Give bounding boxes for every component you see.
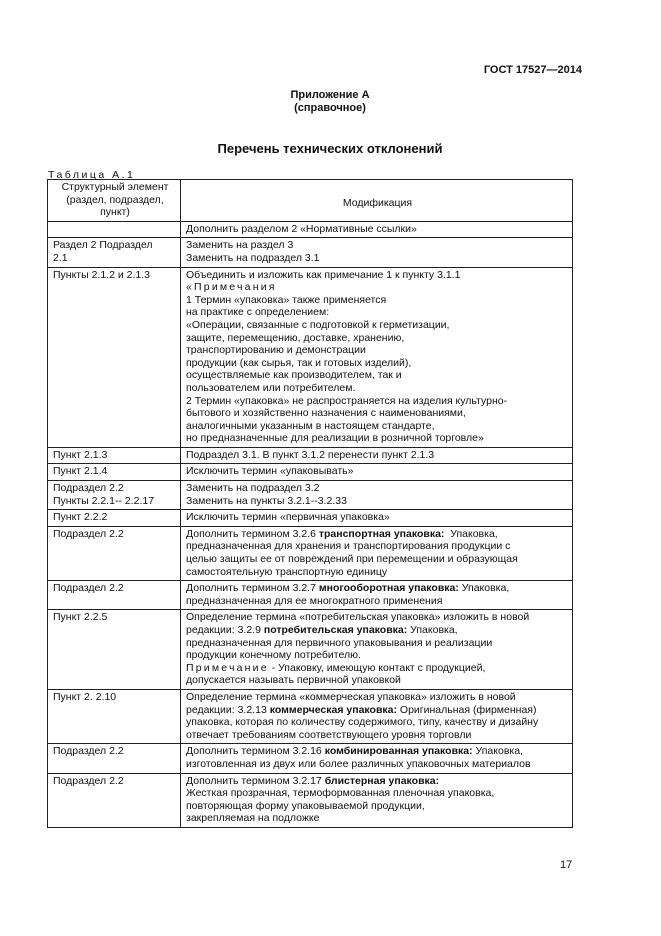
table-row	[48, 510, 573, 527]
cell-modification	[181, 221, 573, 238]
cell-modification	[181, 581, 573, 610]
table-row	[48, 581, 573, 610]
modification-line	[186, 800, 569, 813]
modification-text: Заменить на раздел 3	[186, 239, 294, 252]
modification-line	[186, 369, 569, 382]
modification-line	[186, 582, 569, 595]
modification-text: редакции: 3.2.9	[186, 624, 264, 636]
modification-line	[186, 624, 569, 637]
modification-line	[186, 449, 569, 462]
modification-text: Дополнить термином 3.2.17	[186, 774, 325, 787]
header-line: (раздел, подраздел,	[66, 193, 164, 206]
modification-line	[186, 566, 569, 579]
element-line: Подраздел 2.2	[53, 745, 124, 758]
table-row	[48, 221, 573, 238]
header-structural-element	[48, 180, 181, 222]
cell-modification	[181, 481, 573, 510]
modification-text: продукции конечному потребителю.	[186, 649, 361, 662]
modification-line	[186, 357, 569, 370]
modification-line	[186, 595, 569, 608]
modification-text: бытового и хозяйственно назначения с наименованиями,	[186, 407, 466, 420]
element-line: Пункт 2.1.4	[53, 465, 108, 478]
modification-line	[186, 223, 569, 236]
modification-text: Подраздел 3.1. В пункт 3.1.2 перенести пункт 2.1.3	[186, 448, 435, 461]
cell-modification	[181, 689, 573, 743]
modification-text: редакции: 3.2.13	[186, 703, 270, 716]
modification-text-after: Упаковка,	[444, 527, 498, 540]
element-line: Подраздел 2.2	[53, 774, 124, 787]
cell-structural-element	[48, 221, 181, 238]
modification-line	[186, 649, 569, 662]
modification-line	[186, 344, 569, 357]
modification-text: изготовленная из двух или более различных упаковочных материалов	[186, 757, 531, 770]
term-name: многооборотная упаковка:	[318, 582, 459, 595]
modification-line	[186, 611, 569, 624]
modification-text: упаковка, которая по количеству содержимого, типу, качеству и дизайну	[186, 716, 539, 729]
modification-text: Исключить термин «первичная упаковка»	[186, 511, 390, 524]
table-row	[48, 773, 573, 827]
modification-line	[186, 252, 569, 265]
cell-modification	[181, 464, 573, 481]
table-body	[48, 221, 573, 827]
element-line: Пункт 2.2.2	[53, 511, 108, 524]
modification-line	[186, 729, 569, 742]
modification-line	[186, 465, 569, 478]
modification-text: Заменить на подраздел 3.1	[186, 251, 320, 264]
element-line: Пункт 2.2.5	[53, 611, 108, 624]
table-row	[48, 481, 573, 510]
element-line: Пункты 2.2.1-- 2.2.17	[53, 494, 155, 507]
modification-line	[186, 239, 569, 252]
modification-text: Дополнить термином 3.2.7	[186, 582, 319, 595]
modification-text: защите, перемещению, доставке, хранению,	[186, 331, 405, 344]
modification-line	[186, 775, 569, 788]
cell-structural-element	[48, 481, 181, 510]
cell-modification	[181, 238, 573, 267]
modification-line	[186, 382, 569, 395]
modification-line	[186, 332, 569, 345]
modification-line	[186, 674, 569, 687]
modification-text: закрепляемая на подложке	[186, 812, 320, 825]
modification-text: допускается называть первичной упаковкой	[186, 674, 401, 687]
cell-structural-element	[48, 510, 181, 527]
table-row	[48, 689, 573, 743]
modification-line	[186, 787, 569, 800]
modification-line	[186, 495, 569, 508]
modification-text: самостоятельную транспортную единицу	[186, 565, 388, 578]
table-row	[48, 464, 573, 481]
cell-structural-element	[48, 689, 181, 743]
modification-text: Жесткая прозрачная, термоформованная пленочная упаковка,	[186, 787, 495, 800]
modification-text: Дополнить термином 3.2.6	[186, 527, 319, 540]
modification-text-after: Упаковка,	[458, 582, 510, 595]
modification-text: предназначенная для ее многократного применения	[186, 594, 443, 607]
modification-text: пользователем или потребителем.	[186, 381, 356, 394]
modification-text: отвечает требованиям соответствующего уровня торговли	[186, 728, 472, 741]
modification-line	[186, 528, 569, 541]
term-name: потребительская упаковка:	[263, 624, 408, 636]
modification-text: Определение термина «потребительская упаковка» изложить в новой	[186, 611, 530, 624]
modification-text: предназначенная для первичного упаковывания и реализации	[186, 636, 493, 649]
document-code: ГОСТ 17527—2014	[483, 64, 582, 76]
modification-text: «Примечания	[186, 281, 277, 294]
modification-line	[186, 269, 569, 282]
header-line: пункт)	[100, 206, 130, 219]
modification-text: Объединить и изложить как примечание 1 к пункту 3.1.1	[186, 268, 461, 281]
term-name: комбинированная упаковка:	[324, 745, 473, 758]
table-header-row	[48, 180, 573, 222]
appendix-title: Приложение А	[290, 89, 370, 101]
cell-structural-element	[48, 773, 181, 827]
modification-line	[186, 306, 569, 319]
header-line: Структурный элемент	[61, 181, 169, 193]
modification-text: осуществляемые как производителем, так и	[186, 369, 402, 382]
cell-structural-element	[48, 267, 181, 447]
cell-modification	[181, 610, 573, 690]
modification-text: 2 Термин «упаковка» не распространяется на изделия культурно-	[186, 394, 508, 407]
modification-text-after: Упаковка,	[472, 745, 523, 758]
element-line: 2.1	[53, 251, 68, 264]
modification-line	[186, 704, 569, 717]
modification-line	[186, 758, 569, 771]
modification-line	[186, 281, 569, 294]
modification-text-after: Оригинальная (фирменная)	[397, 703, 537, 716]
cell-structural-element	[48, 447, 181, 464]
modification-text: Заменить на подраздел 3.2	[186, 482, 320, 495]
cell-modification	[181, 447, 573, 464]
modification-line	[186, 482, 569, 495]
modification-line	[186, 395, 569, 408]
element-line: Подраздел 2.2	[53, 527, 124, 540]
cell-modification	[181, 773, 573, 827]
modification-text: транспортированию и демонстрации	[186, 344, 366, 357]
element-line: Подраздел 2.2	[53, 582, 124, 595]
modification-line	[186, 691, 569, 704]
modification-text: предназначенная для хранения и транспортирования продукции с	[186, 540, 511, 553]
cell-modification	[181, 744, 573, 773]
modification-text: Определение термина «коммерческая упаковка» изложить в новой	[186, 690, 516, 703]
modification-line	[186, 319, 569, 332]
modification-text: аналогичными указанным в настоящем стандарте,	[186, 419, 435, 432]
element-line: Подраздел 2.2	[53, 482, 124, 495]
term-name: блистерная упаковка:	[324, 774, 440, 787]
modification-text: продукции (как сырья, так и готовых изделий),	[186, 356, 412, 369]
cell-structural-element	[48, 464, 181, 481]
modification-text: но предназначенные для реализации в розничной торговле»	[186, 432, 484, 445]
table-label: Таблица А.1	[48, 169, 136, 181]
modification-text: на практике с определением:	[186, 306, 330, 319]
modification-line	[186, 662, 569, 675]
modification-line	[186, 637, 569, 650]
modification-line	[186, 745, 569, 758]
cell-structural-element	[48, 744, 181, 773]
element-line: Пункт 2. 2.10	[53, 690, 117, 703]
cell-modification	[181, 510, 573, 527]
modification-text: целью защиты ее от повреждений при перемещении и образующая	[186, 553, 518, 566]
appendix-subtitle: (справочное)	[294, 102, 366, 114]
modification-line	[186, 420, 569, 433]
term-name: коммерческая упаковка:	[269, 703, 397, 716]
modification-text: Дополнить термином 3.2.16	[186, 745, 325, 758]
modification-line	[186, 553, 569, 566]
table-row	[48, 267, 573, 447]
modification-line	[186, 812, 569, 825]
modification-line	[186, 716, 569, 729]
header-modification: Модификация	[181, 180, 573, 222]
cell-modification	[181, 267, 573, 447]
table-row	[48, 238, 573, 267]
cell-structural-element	[48, 238, 181, 267]
modification-text: Исключить термин «упаковывать»	[186, 465, 354, 478]
element-line: Раздел 2 Подраздел	[53, 239, 153, 252]
modification-text: 1 Термин «упаковка» также применяется	[186, 293, 387, 306]
element-line: Пункт 2.1.3	[53, 448, 108, 461]
modification-text-after: - Упаковку, имеющую контакт с продукцией,	[268, 661, 486, 674]
cell-structural-element	[48, 526, 181, 580]
modification-text: повторяющая форму упаковываемой продукции,	[186, 799, 425, 812]
modification-line	[186, 511, 569, 524]
modification-line	[186, 294, 569, 307]
table-row	[48, 610, 573, 690]
modification-line	[186, 432, 569, 445]
element-line: Пункты 2.1.2 и 2.1.3	[53, 268, 150, 281]
modification-text-after: Упаковка,	[407, 624, 458, 636]
table-row	[48, 447, 573, 464]
modification-text: Дополнить разделом 2 «Нормативные ссылки»	[186, 222, 417, 235]
table-row	[48, 526, 573, 580]
cell-structural-element	[48, 610, 181, 690]
cell-modification	[181, 526, 573, 580]
modification-text: Примечание	[186, 661, 269, 674]
modification-text: Заменить на пункты 3.2.1--3.2.33	[186, 494, 347, 507]
term-name: транспортная упаковка:	[318, 527, 445, 540]
table-row	[48, 744, 573, 773]
cell-structural-element	[48, 581, 181, 610]
deviations-table	[47, 179, 573, 828]
modification-text: «Операции, связанные с подготовкой к герметизации,	[186, 318, 450, 331]
modification-line	[186, 540, 569, 553]
page-number: 17	[560, 859, 573, 871]
modification-line	[186, 407, 569, 420]
document-title: Перечень технических отклонений	[217, 141, 443, 156]
